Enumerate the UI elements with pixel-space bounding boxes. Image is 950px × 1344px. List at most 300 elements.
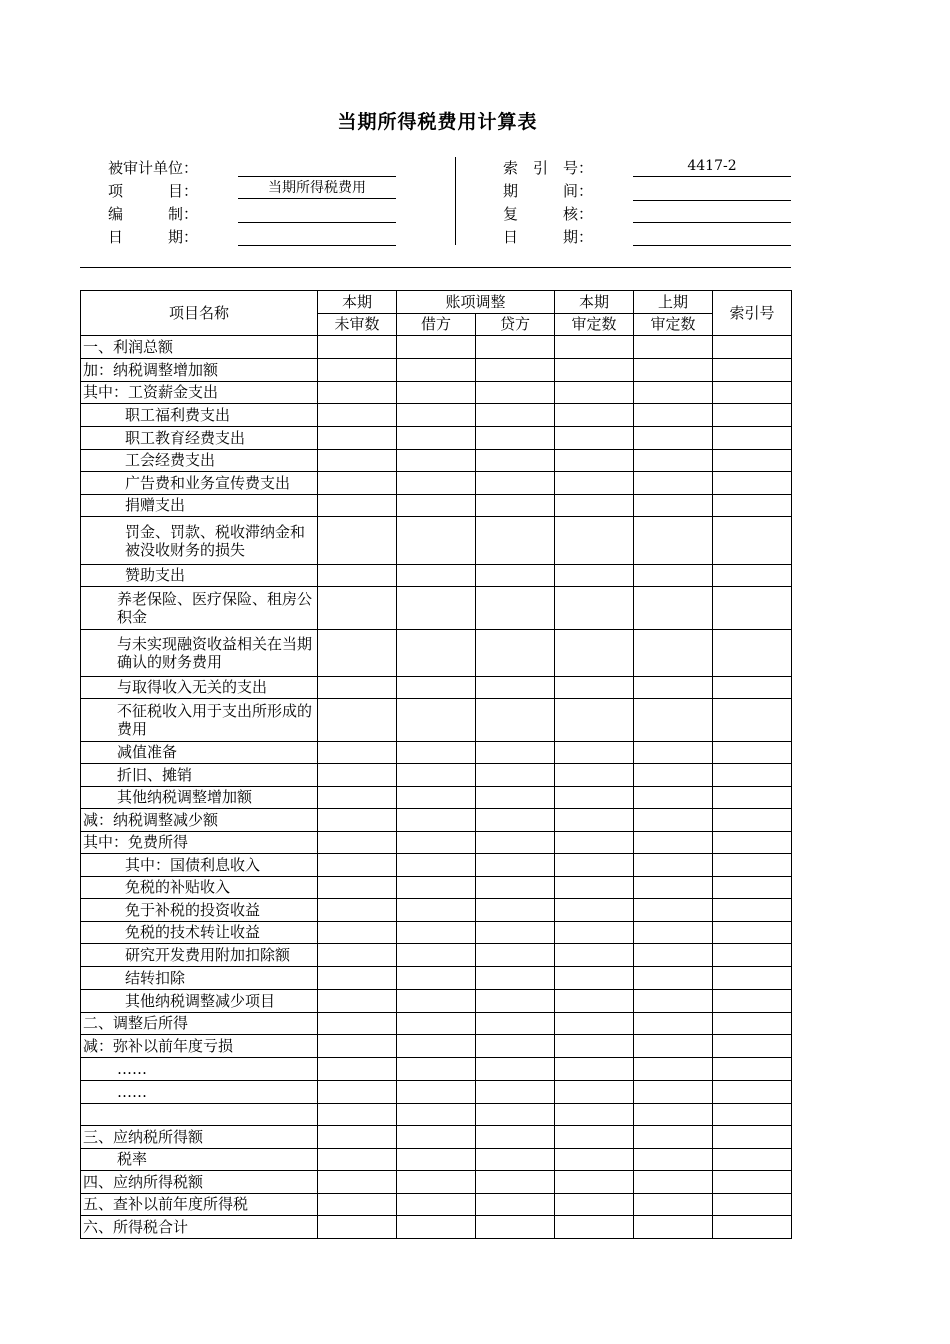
- value-cell[interactable]: [318, 832, 397, 854]
- value-cell[interactable]: [713, 877, 792, 899]
- value-cell[interactable]: [476, 877, 555, 899]
- header-credit: 贷方: [476, 314, 555, 336]
- value-cell[interactable]: [713, 336, 792, 359]
- value-cell[interactable]: [634, 336, 713, 359]
- value-cell[interactable]: [555, 630, 634, 677]
- value-cell[interactable]: [476, 517, 555, 565]
- table-row: [81, 877, 792, 899]
- prepared-date-label: 日 期：: [108, 228, 199, 246]
- value-cell[interactable]: [634, 922, 713, 944]
- value-cell[interactable]: [555, 764, 634, 787]
- value-cell[interactable]: [476, 699, 555, 742]
- row-label: 赞助支出: [81, 565, 318, 587]
- value-cell[interactable]: [397, 854, 476, 877]
- value-cell[interactable]: [555, 450, 634, 472]
- value-cell[interactable]: [397, 967, 476, 990]
- table-row: [81, 854, 792, 877]
- value-cell[interactable]: [318, 587, 397, 630]
- auditee-label: 被审计单位：: [108, 159, 199, 177]
- row-label: 免于补税的投资收益: [81, 899, 318, 922]
- value-cell[interactable]: [318, 565, 397, 587]
- value-cell[interactable]: [318, 877, 397, 899]
- value-cell[interactable]: [634, 1058, 713, 1081]
- prepared-by-field[interactable]: [238, 203, 396, 223]
- value-cell[interactable]: [476, 495, 555, 517]
- value-cell[interactable]: [476, 404, 555, 427]
- value-cell[interactable]: [713, 1104, 792, 1126]
- value-cell[interactable]: [397, 1058, 476, 1081]
- table-row: [81, 1171, 792, 1194]
- table-row: [81, 404, 792, 427]
- value-cell[interactable]: [555, 967, 634, 990]
- row-label: 四、应纳所得税额: [81, 1171, 318, 1194]
- value-cell[interactable]: [397, 1126, 476, 1149]
- value-cell[interactable]: [476, 1149, 555, 1171]
- row-label: 一、利润总额: [81, 336, 318, 359]
- value-cell[interactable]: [397, 495, 476, 517]
- value-cell[interactable]: [476, 336, 555, 359]
- value-cell[interactable]: [634, 899, 713, 922]
- value-cell[interactable]: [713, 677, 792, 699]
- value-cell[interactable]: [555, 854, 634, 877]
- value-cell[interactable]: [318, 1171, 397, 1194]
- value-cell[interactable]: [713, 944, 792, 967]
- value-cell[interactable]: [634, 832, 713, 854]
- value-cell[interactable]: [555, 1171, 634, 1194]
- value-cell[interactable]: [555, 1058, 634, 1081]
- value-cell[interactable]: [555, 990, 634, 1013]
- value-cell[interactable]: [634, 472, 713, 495]
- value-cell[interactable]: [397, 1194, 476, 1216]
- row-label: 广告费和业务宣传费支出: [81, 472, 318, 495]
- row-label: 结转扣除: [81, 967, 318, 990]
- value-cell[interactable]: [713, 565, 792, 587]
- value-cell[interactable]: [713, 1216, 792, 1239]
- row-label: ……: [81, 1058, 318, 1081]
- value-cell[interactable]: [634, 699, 713, 742]
- header-current-audited-2: 审定数: [555, 314, 634, 336]
- value-cell[interactable]: [476, 854, 555, 877]
- value-cell[interactable]: [713, 359, 792, 382]
- auditee-field[interactable]: [238, 157, 396, 177]
- value-cell[interactable]: [713, 1171, 792, 1194]
- value-cell[interactable]: [397, 1149, 476, 1171]
- value-cell[interactable]: [713, 404, 792, 427]
- table-row: [81, 899, 792, 922]
- value-cell[interactable]: [476, 450, 555, 472]
- prepared-by-label: 编 制：: [108, 205, 199, 223]
- value-cell[interactable]: [397, 1104, 476, 1126]
- row-label: 职工福利费支出: [81, 404, 318, 427]
- row-label: 其他纳税调整减少项目: [81, 990, 318, 1013]
- value-cell[interactable]: [476, 677, 555, 699]
- value-cell[interactable]: [634, 1149, 713, 1171]
- value-cell[interactable]: [634, 1104, 713, 1126]
- value-cell[interactable]: [318, 427, 397, 450]
- period-label: 期 间：: [503, 182, 594, 200]
- value-cell[interactable]: [476, 1013, 555, 1035]
- item-field[interactable]: 当期所得税费用: [238, 179, 396, 199]
- meta-divider: [455, 157, 456, 245]
- value-cell[interactable]: [397, 1013, 476, 1035]
- table-row: [81, 1126, 792, 1149]
- value-cell[interactable]: [318, 922, 397, 944]
- table-row: [81, 1216, 792, 1239]
- value-cell[interactable]: [634, 809, 713, 832]
- value-cell[interactable]: [634, 877, 713, 899]
- value-cell[interactable]: [555, 359, 634, 382]
- value-cell[interactable]: [634, 742, 713, 764]
- value-cell[interactable]: [634, 404, 713, 427]
- value-cell[interactable]: [555, 899, 634, 922]
- row-label: 加：纳税调整增加额: [81, 359, 318, 382]
- row-label: 与未实现融资收益相关在当期确认的财务费用: [81, 630, 318, 677]
- value-cell[interactable]: [397, 1035, 476, 1058]
- value-cell[interactable]: [555, 809, 634, 832]
- value-cell[interactable]: [634, 565, 713, 587]
- table-row: [81, 764, 792, 787]
- value-cell[interactable]: [318, 742, 397, 764]
- value-cell[interactable]: [713, 1194, 792, 1216]
- value-cell[interactable]: [634, 1126, 713, 1149]
- value-cell[interactable]: [555, 565, 634, 587]
- value-cell[interactable]: [555, 699, 634, 742]
- table-row: [81, 787, 792, 809]
- value-cell[interactable]: [555, 336, 634, 359]
- header-current-audited-1: 本期: [555, 291, 634, 314]
- value-cell[interactable]: [713, 517, 792, 565]
- row-label: 其中：免费所得: [81, 832, 318, 854]
- value-cell[interactable]: [634, 495, 713, 517]
- value-cell[interactable]: [318, 630, 397, 677]
- value-cell[interactable]: [555, 427, 634, 450]
- value-cell[interactable]: [713, 1013, 792, 1035]
- value-cell[interactable]: [634, 427, 713, 450]
- value-cell[interactable]: [476, 1171, 555, 1194]
- prepared-date-field[interactable]: [238, 226, 396, 246]
- value-cell[interactable]: [318, 495, 397, 517]
- value-cell[interactable]: [555, 944, 634, 967]
- value-cell[interactable]: [318, 944, 397, 967]
- row-label: 二、调整后所得: [81, 1013, 318, 1035]
- row-label: 罚金、罚款、税收滞纳金和被没收财务的损失: [81, 517, 318, 565]
- value-cell[interactable]: [476, 1216, 555, 1239]
- value-cell[interactable]: [713, 1149, 792, 1171]
- value-cell[interactable]: [713, 382, 792, 404]
- value-cell[interactable]: [318, 359, 397, 382]
- value-cell[interactable]: [634, 630, 713, 677]
- row-label: 工会经费支出: [81, 450, 318, 472]
- value-cell[interactable]: [476, 630, 555, 677]
- table-row: [81, 832, 792, 854]
- value-cell[interactable]: [634, 450, 713, 472]
- value-cell[interactable]: [555, 832, 634, 854]
- value-cell[interactable]: [555, 1149, 634, 1171]
- value-cell[interactable]: [713, 630, 792, 677]
- value-cell[interactable]: [318, 809, 397, 832]
- value-cell[interactable]: [555, 1081, 634, 1104]
- value-cell[interactable]: [634, 764, 713, 787]
- value-cell[interactable]: [397, 517, 476, 565]
- value-cell[interactable]: [555, 922, 634, 944]
- value-cell[interactable]: [555, 1104, 634, 1126]
- value-cell[interactable]: [555, 382, 634, 404]
- value-cell[interactable]: [318, 1126, 397, 1149]
- row-label: 折旧、摊销: [81, 764, 318, 787]
- row-label: ……: [81, 1081, 318, 1104]
- value-cell[interactable]: [397, 359, 476, 382]
- value-cell[interactable]: [713, 764, 792, 787]
- value-cell[interactable]: [397, 336, 476, 359]
- value-cell[interactable]: [555, 787, 634, 809]
- value-cell[interactable]: [397, 472, 476, 495]
- value-cell[interactable]: [476, 1035, 555, 1058]
- value-cell[interactable]: [318, 1081, 397, 1104]
- value-cell[interactable]: [713, 967, 792, 990]
- table-row: [81, 630, 792, 677]
- value-cell[interactable]: [397, 427, 476, 450]
- value-cell[interactable]: [397, 809, 476, 832]
- value-cell[interactable]: [713, 854, 792, 877]
- value-cell[interactable]: [318, 764, 397, 787]
- value-cell[interactable]: [713, 495, 792, 517]
- value-cell[interactable]: [634, 787, 713, 809]
- review-date-label: 日 期：: [503, 228, 594, 246]
- table-row: [81, 472, 792, 495]
- value-cell[interactable]: [476, 922, 555, 944]
- row-label: 研究开发费用附加扣除额: [81, 944, 318, 967]
- value-cell[interactable]: [397, 877, 476, 899]
- value-cell[interactable]: [397, 832, 476, 854]
- tax-calculation-table: [80, 290, 792, 1239]
- row-label: 职工教育经费支出: [81, 427, 318, 450]
- value-cell[interactable]: [318, 787, 397, 809]
- value-cell[interactable]: [318, 1216, 397, 1239]
- row-label: 免税的补贴收入: [81, 877, 318, 899]
- value-cell[interactable]: [318, 1058, 397, 1081]
- row-label: 减：弥补以前年度亏损: [81, 1035, 318, 1058]
- table-row: [81, 587, 792, 630]
- period-field[interactable]: [633, 181, 791, 201]
- value-cell[interactable]: [397, 699, 476, 742]
- index-no-label: 索 引 号：: [503, 159, 594, 177]
- row-label: 六、所得税合计: [81, 1216, 318, 1239]
- value-cell[interactable]: [476, 1058, 555, 1081]
- value-cell[interactable]: [397, 922, 476, 944]
- header-debit: 借方: [397, 314, 476, 336]
- value-cell[interactable]: [318, 1104, 397, 1126]
- value-cell[interactable]: [318, 1149, 397, 1171]
- value-cell[interactable]: [634, 854, 713, 877]
- value-cell[interactable]: [555, 1216, 634, 1239]
- value-cell[interactable]: [318, 404, 397, 427]
- value-cell[interactable]: [318, 967, 397, 990]
- value-cell[interactable]: [318, 450, 397, 472]
- value-cell[interactable]: [476, 565, 555, 587]
- table-row: [81, 967, 792, 990]
- value-cell[interactable]: [634, 677, 713, 699]
- value-cell[interactable]: [634, 517, 713, 565]
- row-label: 减值准备: [81, 742, 318, 764]
- value-cell[interactable]: [318, 1194, 397, 1216]
- header-item-name: 项目名称: [81, 291, 318, 336]
- value-cell[interactable]: [476, 832, 555, 854]
- value-cell[interactable]: [476, 787, 555, 809]
- value-cell[interactable]: [634, 587, 713, 630]
- reviewer-field[interactable]: [633, 203, 791, 223]
- value-cell[interactable]: [713, 699, 792, 742]
- value-cell[interactable]: [476, 427, 555, 450]
- table-row: [81, 742, 792, 764]
- value-cell[interactable]: [555, 1035, 634, 1058]
- value-cell[interactable]: [318, 899, 397, 922]
- table-row: [81, 450, 792, 472]
- header-current-unaudited-1: 本期: [318, 291, 397, 314]
- row-label: 三、应纳税所得额: [81, 1126, 318, 1149]
- value-cell[interactable]: [476, 809, 555, 832]
- row-label: 捐赠支出: [81, 495, 318, 517]
- value-cell[interactable]: [634, 990, 713, 1013]
- value-cell[interactable]: [476, 1081, 555, 1104]
- header-adjustments: 账项调整: [397, 291, 555, 314]
- table-row: [81, 990, 792, 1013]
- value-cell[interactable]: [713, 1126, 792, 1149]
- value-cell[interactable]: [555, 742, 634, 764]
- value-cell[interactable]: [555, 1126, 634, 1149]
- value-cell[interactable]: [397, 899, 476, 922]
- table-row: [81, 1058, 792, 1081]
- header-divider: [80, 267, 791, 268]
- value-cell[interactable]: [634, 1194, 713, 1216]
- value-cell[interactable]: [713, 922, 792, 944]
- value-cell[interactable]: [318, 517, 397, 565]
- row-label: 减：纳税调整减少额: [81, 809, 318, 832]
- value-cell[interactable]: [555, 587, 634, 630]
- value-cell[interactable]: [634, 1035, 713, 1058]
- value-cell[interactable]: [713, 1081, 792, 1104]
- value-cell[interactable]: [555, 1013, 634, 1035]
- value-cell[interactable]: [634, 359, 713, 382]
- header-prior-audited-1: 上期: [634, 291, 713, 314]
- row-label: 其中：国债利息收入: [81, 854, 318, 877]
- value-cell[interactable]: [476, 742, 555, 764]
- value-cell[interactable]: [318, 854, 397, 877]
- value-cell[interactable]: [476, 764, 555, 787]
- value-cell[interactable]: [397, 382, 476, 404]
- row-label: 税率: [81, 1149, 318, 1171]
- value-cell[interactable]: [713, 587, 792, 630]
- table-row: [81, 922, 792, 944]
- value-cell[interactable]: [397, 742, 476, 764]
- value-cell[interactable]: [555, 517, 634, 565]
- value-cell[interactable]: [476, 1194, 555, 1216]
- value-cell[interactable]: [713, 832, 792, 854]
- header-index-no: 索引号: [713, 291, 792, 336]
- value-cell[interactable]: [476, 359, 555, 382]
- value-cell[interactable]: [476, 587, 555, 630]
- header-current-unaudited-2: 未审数: [318, 314, 397, 336]
- value-cell[interactable]: [713, 472, 792, 495]
- value-cell[interactable]: [318, 336, 397, 359]
- value-cell[interactable]: [634, 944, 713, 967]
- value-cell[interactable]: [397, 1171, 476, 1194]
- value-cell[interactable]: [634, 1216, 713, 1239]
- value-cell[interactable]: [318, 677, 397, 699]
- value-cell[interactable]: [634, 1013, 713, 1035]
- value-cell[interactable]: [476, 472, 555, 495]
- value-cell[interactable]: [397, 787, 476, 809]
- value-cell[interactable]: [318, 382, 397, 404]
- value-cell[interactable]: [713, 450, 792, 472]
- value-cell[interactable]: [397, 677, 476, 699]
- value-cell[interactable]: [555, 472, 634, 495]
- value-cell[interactable]: [476, 899, 555, 922]
- value-cell[interactable]: [555, 495, 634, 517]
- value-cell[interactable]: [634, 1081, 713, 1104]
- value-cell[interactable]: [397, 764, 476, 787]
- table-row: [81, 1081, 792, 1104]
- value-cell[interactable]: [713, 742, 792, 764]
- value-cell[interactable]: [397, 404, 476, 427]
- value-cell[interactable]: [397, 990, 476, 1013]
- row-label: 养老保险、医疗保险、租房公积金: [81, 587, 318, 630]
- value-cell[interactable]: [397, 450, 476, 472]
- table-row: [81, 517, 792, 565]
- value-cell[interactable]: [318, 1013, 397, 1035]
- value-cell[interactable]: [713, 1058, 792, 1081]
- value-cell[interactable]: [318, 472, 397, 495]
- value-cell[interactable]: [318, 990, 397, 1013]
- value-cell[interactable]: [634, 1171, 713, 1194]
- value-cell[interactable]: [397, 587, 476, 630]
- value-cell[interactable]: [476, 1104, 555, 1126]
- value-cell[interactable]: [634, 382, 713, 404]
- value-cell[interactable]: [318, 1035, 397, 1058]
- value-cell[interactable]: [555, 877, 634, 899]
- value-cell[interactable]: [476, 1126, 555, 1149]
- table-row: [81, 495, 792, 517]
- value-cell[interactable]: [476, 944, 555, 967]
- page-title: 当期所得税费用计算表: [337, 111, 538, 133]
- row-label: 其他纳税调整增加额: [81, 787, 318, 809]
- table-row: [81, 1013, 792, 1035]
- value-cell[interactable]: [397, 1081, 476, 1104]
- table-row: [81, 944, 792, 967]
- value-cell[interactable]: [713, 787, 792, 809]
- table-row: [81, 677, 792, 699]
- value-cell[interactable]: [713, 990, 792, 1013]
- review-date-field[interactable]: [633, 226, 791, 246]
- value-cell[interactable]: [476, 967, 555, 990]
- value-cell[interactable]: [555, 404, 634, 427]
- value-cell[interactable]: [555, 1194, 634, 1216]
- value-cell[interactable]: [555, 677, 634, 699]
- value-cell[interactable]: [713, 899, 792, 922]
- value-cell[interactable]: [634, 967, 713, 990]
- value-cell[interactable]: [713, 809, 792, 832]
- value-cell[interactable]: [397, 565, 476, 587]
- value-cell[interactable]: [397, 944, 476, 967]
- value-cell[interactable]: [397, 1216, 476, 1239]
- table-row: [81, 1035, 792, 1058]
- value-cell[interactable]: [476, 382, 555, 404]
- value-cell[interactable]: [713, 427, 792, 450]
- index-no-field[interactable]: 4417-2: [633, 157, 791, 177]
- value-cell[interactable]: [318, 699, 397, 742]
- value-cell[interactable]: [476, 990, 555, 1013]
- value-cell[interactable]: [397, 630, 476, 677]
- value-cell[interactable]: [713, 1035, 792, 1058]
